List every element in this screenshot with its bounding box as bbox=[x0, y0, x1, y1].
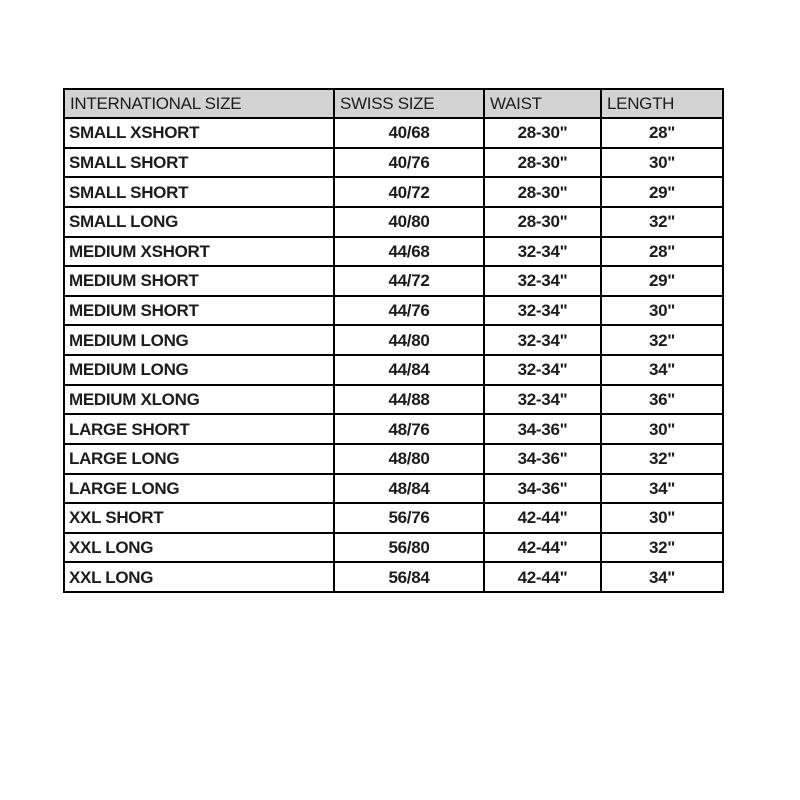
table-cell: 42-44" bbox=[484, 562, 601, 592]
table-cell: XXL SHORT bbox=[64, 503, 334, 533]
table-row bbox=[64, 296, 723, 326]
table-cell: 42-44" bbox=[484, 533, 601, 563]
table-cell: 28-30" bbox=[484, 207, 601, 237]
table-cell: 56/76 bbox=[334, 503, 484, 533]
table-cell: 32" bbox=[601, 207, 723, 237]
table-cell: 30" bbox=[601, 148, 723, 178]
table-row bbox=[64, 385, 723, 415]
table-cell: 40/72 bbox=[334, 177, 484, 207]
table-cell: 30" bbox=[601, 414, 723, 444]
table-cell: MEDIUM LONG bbox=[64, 355, 334, 385]
table-cell: 48/76 bbox=[334, 414, 484, 444]
table-cell: 32-34" bbox=[484, 237, 601, 267]
table-cell: 34-36" bbox=[484, 444, 601, 474]
size-chart-table bbox=[63, 88, 724, 593]
table-cell: LARGE LONG bbox=[64, 474, 334, 504]
table-cell: SMALL LONG bbox=[64, 207, 334, 237]
table-cell: 28" bbox=[601, 237, 723, 267]
table-cell: 56/80 bbox=[334, 533, 484, 563]
column-header-swiss-size: SWISS SIZE bbox=[334, 89, 484, 118]
table-row bbox=[64, 444, 723, 474]
table-cell: 34-36" bbox=[484, 474, 601, 504]
table-row bbox=[64, 148, 723, 178]
table-cell: 32" bbox=[601, 533, 723, 563]
table-cell: 32" bbox=[601, 444, 723, 474]
table-cell: 42-44" bbox=[484, 503, 601, 533]
table-row bbox=[64, 207, 723, 237]
table-row bbox=[64, 474, 723, 504]
table-cell: 34" bbox=[601, 474, 723, 504]
table-row bbox=[64, 237, 723, 267]
table-cell: MEDIUM SHORT bbox=[64, 296, 334, 326]
table-cell: 34" bbox=[601, 562, 723, 592]
table-cell: MEDIUM LONG bbox=[64, 325, 334, 355]
table-cell: SMALL SHORT bbox=[64, 177, 334, 207]
table-cell: 36" bbox=[601, 385, 723, 415]
table-cell: MEDIUM SHORT bbox=[64, 266, 334, 296]
table-cell: XXL LONG bbox=[64, 533, 334, 563]
table-cell: LARGE LONG bbox=[64, 444, 334, 474]
table-cell: 40/80 bbox=[334, 207, 484, 237]
table-cell: 28-30" bbox=[484, 148, 601, 178]
table-cell: 40/76 bbox=[334, 148, 484, 178]
table-cell: 32-34" bbox=[484, 266, 601, 296]
table-cell: 48/80 bbox=[334, 444, 484, 474]
table-cell: XXL LONG bbox=[64, 562, 334, 592]
table-cell: 44/84 bbox=[334, 355, 484, 385]
table-cell: 32-34" bbox=[484, 296, 601, 326]
column-header-international-size: INTERNATIONAL SIZE bbox=[64, 89, 334, 118]
table-cell: 32-34" bbox=[484, 385, 601, 415]
table-cell: SMALL SHORT bbox=[64, 148, 334, 178]
column-header-length: LENGTH bbox=[601, 89, 723, 118]
table-cell: 34-36" bbox=[484, 414, 601, 444]
table-cell: SMALL XSHORT bbox=[64, 118, 334, 148]
column-header-waist: WAIST bbox=[484, 89, 601, 118]
table-row bbox=[64, 266, 723, 296]
table-cell: 28" bbox=[601, 118, 723, 148]
table-cell: 44/72 bbox=[334, 266, 484, 296]
table-row bbox=[64, 177, 723, 207]
table-cell: 29" bbox=[601, 177, 723, 207]
table-row bbox=[64, 118, 723, 148]
table-cell: 40/68 bbox=[334, 118, 484, 148]
table-cell: MEDIUM XLONG bbox=[64, 385, 334, 415]
table-cell: 32-34" bbox=[484, 325, 601, 355]
table-cell: MEDIUM XSHORT bbox=[64, 237, 334, 267]
table-row bbox=[64, 503, 723, 533]
table-row bbox=[64, 562, 723, 592]
table-cell: LARGE SHORT bbox=[64, 414, 334, 444]
table-row bbox=[64, 325, 723, 355]
table-cell: 44/88 bbox=[334, 385, 484, 415]
table-cell: 34" bbox=[601, 355, 723, 385]
table-header-row bbox=[64, 89, 723, 118]
table-row bbox=[64, 355, 723, 385]
table-cell: 28-30" bbox=[484, 177, 601, 207]
table-cell: 28-30" bbox=[484, 118, 601, 148]
table-cell: 30" bbox=[601, 296, 723, 326]
table-body bbox=[64, 118, 723, 592]
table-cell: 32" bbox=[601, 325, 723, 355]
table-cell: 44/76 bbox=[334, 296, 484, 326]
table-cell: 44/80 bbox=[334, 325, 484, 355]
table-cell: 29" bbox=[601, 266, 723, 296]
table-row bbox=[64, 414, 723, 444]
table-cell: 32-34" bbox=[484, 355, 601, 385]
table-row bbox=[64, 533, 723, 563]
table-cell: 48/84 bbox=[334, 474, 484, 504]
table-cell: 30" bbox=[601, 503, 723, 533]
table-cell: 44/68 bbox=[334, 237, 484, 267]
table-cell: 56/84 bbox=[334, 562, 484, 592]
